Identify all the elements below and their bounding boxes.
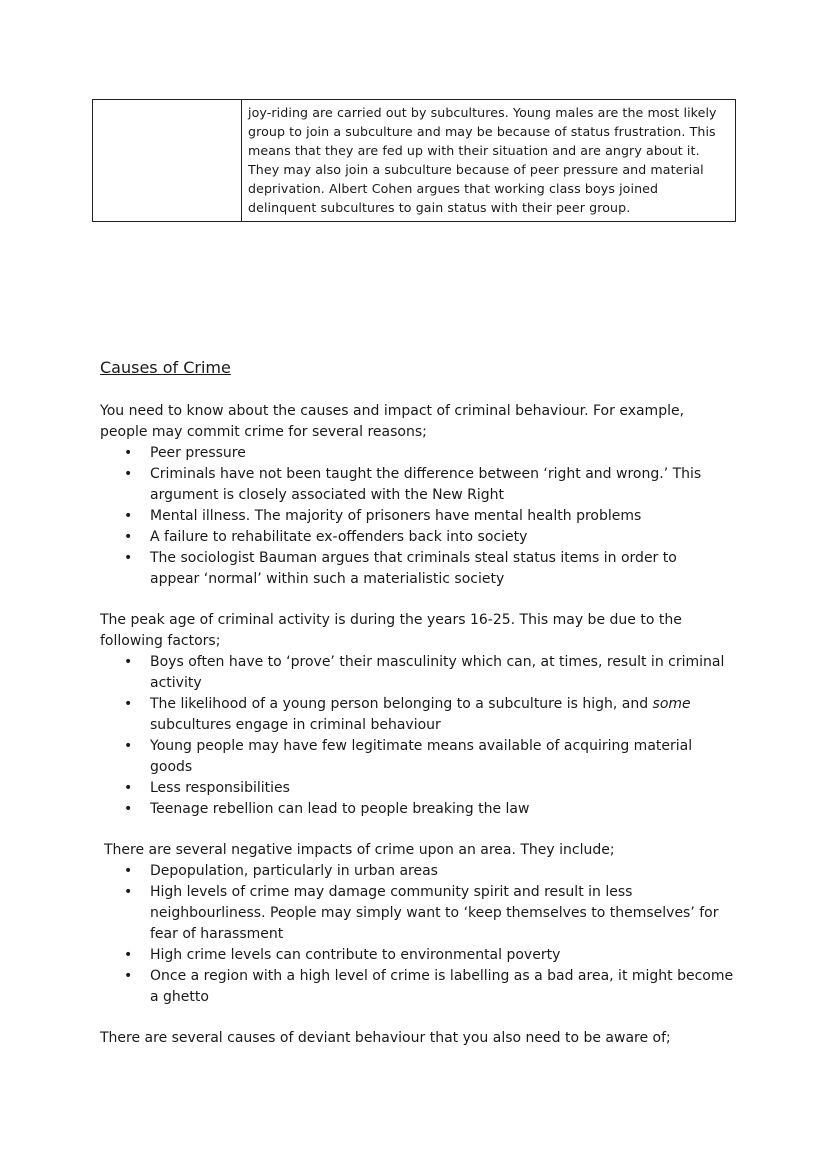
emphasis-text: some: [652, 696, 691, 712]
impacts-section: [104, 840, 734, 1008]
peak-age-intro: The peak age of criminal activity is during the years 16-25. This may be due to the following factors;: [100, 612, 682, 649]
deviant-section: [100, 1028, 730, 1049]
list-item: • Young people may have few legitimate means available of acquiring material goods: [150, 736, 730, 778]
list-item-text: The likelihood of a young person belonging to a subculture is high, and: [150, 696, 653, 712]
list-item: • Depopulation, particularly in urban areas: [150, 861, 734, 882]
causes-list: [100, 443, 730, 590]
peak-age-section: [100, 610, 730, 820]
list-item: • Boys often have to ‘prove’ their masculinity which can, at times, result in criminal activity: [150, 652, 730, 694]
table-cell-empty: [93, 100, 242, 222]
list-item: • A failure to rehabilitate ex-offenders back into society: [150, 527, 730, 548]
list-item: • Once a region with a high level of crime is labelling as a bad area, it might become a ghetto: [150, 966, 734, 1008]
list-item: • High levels of crime may damage community spirit and result in less neighbourliness. People may simply want to ‘keep themselves to themselves’ for fear of harassment: [150, 882, 734, 945]
continuation-table: [92, 99, 736, 222]
list-item: • The sociologist Bauman argues that criminals steal status items in order to appear ‘normal’ within such a materialistic society: [150, 548, 730, 590]
list-item: • Peer pressure: [150, 443, 730, 464]
list-item-text: subcultures engage in criminal behaviour: [150, 717, 441, 733]
table-cell-text: joy-riding are carried out by subcultures. Young males are the most likely group to join a subculture and may be because of status frustration. This means that they are fed up with their situation and are angry about it. They may also join a subculture because of peer pressure and material deprivation. Albert Cohen argues that working class boys joined delinquent subcultures to gain status with their peer group.: [242, 100, 736, 222]
causes-section: [100, 401, 730, 590]
impacts-intro: There are several negative impacts of crime upon an area. They include;: [104, 842, 615, 858]
list-item: • Mental illness. The majority of prisoners have mental health problems: [150, 506, 730, 527]
section-heading: Causes of Crime: [100, 358, 231, 377]
list-item: • Less responsibilities: [150, 778, 730, 799]
causes-intro: You need to know about the causes and impact of criminal behaviour. For example, people may commit crime for several reasons;: [100, 403, 685, 440]
list-item: • Criminals have not been taught the difference between ‘right and wrong.’ This argument is closely associated with the New Right: [150, 464, 730, 506]
deviant-intro: There are several causes of deviant behaviour that you also need to be aware of;: [100, 1030, 671, 1046]
impacts-list: [104, 861, 734, 1008]
list-item: • High crime levels can contribute to environmental poverty: [150, 945, 734, 966]
list-item: • Teenage rebellion can lead to people breaking the law: [150, 799, 730, 820]
peak-age-list: [100, 652, 730, 820]
list-item: [150, 694, 730, 736]
table-row: [93, 100, 736, 222]
